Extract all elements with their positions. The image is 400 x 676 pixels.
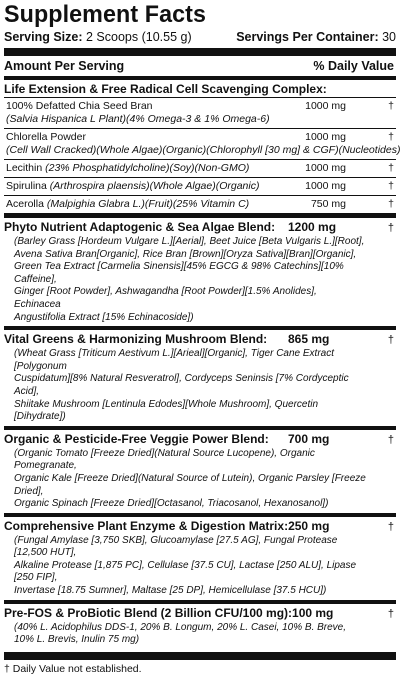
complex-item-name-line — [6, 180, 286, 193]
blend-ingredient-line: (Organic Tomato [Freeze Dried](Natural Source Lucopene), Organic Pomegranate, — [14, 447, 315, 472]
blend-ingredient-line: Organic Kale [Freeze Dried](Natural Source of Lutein), Organic Parsley [Freeze Dried], — [14, 472, 366, 497]
footnote: † Daily Value not established. — [4, 662, 142, 675]
blend-name: Organic & Pesticide-Free Veggie Power Blend: — [4, 431, 269, 446]
complex-item-row — [4, 196, 396, 214]
complex-item-name-line — [6, 100, 286, 113]
blend-name: Comprehensive Plant Enzyme & Digestion Matrix: — [4, 518, 289, 533]
blend-ingredient-line: Organic Spinach [Freeze Dried][Octasanol, Triacosanol, Hexanosanol]) — [14, 498, 329, 510]
divider-medium — [4, 76, 396, 80]
complex-item-name-line — [6, 131, 286, 144]
blend-amount: 250 mg — [288, 518, 330, 533]
blend-header — [4, 519, 396, 535]
panel-title: Supplement Facts — [4, 1, 207, 28]
complex-item-name: 100% Defatted Chia Seed Bran — [6, 100, 153, 112]
blend-ingredients — [4, 622, 396, 647]
blend-ingredient-line: Avena Sativa Bran[Organic], Rice Bran [Brown][Oryza Sativa][Bran][Organic], — [14, 248, 357, 260]
blend-ingredients — [4, 535, 396, 598]
blend-amount: 100 mg — [292, 605, 334, 620]
complex-item-name: Spirulina — [6, 180, 47, 192]
blend-name: Pre-FOS & ProBiotic Blend (2 Billion CFU/100 mg): — [4, 605, 293, 620]
blend-dv: † — [387, 222, 394, 234]
complex-item-detail: (Salvia Hispanica L Plant)(4% Omega-3 & 1% Omega-6) — [6, 113, 270, 125]
blend-ingredient-line: (Fungal Amylase [3,750 SKB], Glucoamylase [27.5 AG], Fungal Protease [12,500 HUT], — [14, 534, 338, 559]
blend-section — [4, 430, 396, 513]
complex-item-amount: 1000 mg — [305, 131, 346, 143]
blend-ingredient-line: Shiitake Mushroom [Lentinula Edodes][Whole Mushroom], Quercetin [Dihydrate]) — [14, 398, 319, 423]
complex-item-row — [4, 178, 396, 196]
blends-list — [4, 214, 396, 660]
blend-header — [4, 432, 396, 448]
complex-item-amount: 1000 mg — [305, 180, 346, 192]
complex-item-amount: 1000 mg — [305, 100, 346, 112]
complex-item-text — [6, 180, 286, 193]
complex-item-text — [6, 198, 286, 211]
servings-per-container-label: Servings Per Container: — [236, 30, 379, 44]
blend-ingredient-line: Cuspidatum][8% Natural Resveratrol], Cordyceps Seninsis [7% Cordyceptic Acid], — [14, 373, 349, 397]
complex-item-amount: 750 mg — [310, 198, 346, 210]
complex-item-name: Chlorella Powder — [6, 131, 86, 143]
serving-size-value: 2 Scoops (10.55 g) — [85, 30, 192, 44]
blend-name: Vital Greens & Harmonizing Mushroom Blend: — [4, 332, 268, 347]
amount-per-serving-label: Amount Per Serving — [4, 59, 125, 73]
complex-title: Life Extension & Free Radical Cell Scavenging Complex: — [4, 82, 327, 96]
blend-ingredient-line: Angustifolia Extract [15% Echinacoside]) — [14, 311, 194, 323]
complex-item-dv: † — [388, 198, 394, 210]
serving-size-label: Serving Size: — [4, 30, 83, 44]
blend-amount: 700 mg — [288, 431, 330, 446]
blend-section — [4, 218, 396, 326]
blend-amount: 1200 mg — [288, 220, 337, 234]
blend-ingredient-line: (40% L. Acidophilus DDS-1, 20% B. Longum, 20% L. Casei, 10% B. Breve, — [14, 621, 347, 633]
complex-items — [4, 98, 400, 214]
blend-ingredient-line: (Wheat Grass [Triticum Aestivum L.][Arieal][Organic], Tiger Cane Extract [Polygonum — [14, 348, 334, 372]
complex-item-row — [4, 160, 396, 178]
complex-item-amount: 1000 mg — [305, 162, 346, 174]
amount-header-row — [4, 56, 396, 76]
complex-item-dv: † — [388, 100, 394, 112]
complex-item-dv: † — [388, 131, 394, 143]
blend-header — [4, 606, 396, 622]
blend-amount: 865 mg — [288, 332, 330, 347]
complex-item-dv: † — [388, 162, 394, 174]
serving-info-row — [4, 29, 396, 45]
complex-item-detail: (Cell Wall Cracked)(Whole Algae)(Organic)(Chlorophyll [30 mg] & CGF)(Nucleotides) — [6, 144, 400, 156]
blend-name: Phyto Nutrient Adaptogenic & Sea Algae Blend: — [4, 220, 276, 234]
blend-ingredient-line: 10% L. Brevis, Inulin 75 mg) — [14, 634, 140, 646]
blend-header — [4, 220, 396, 236]
serving-size — [4, 29, 192, 45]
complex-item-row — [4, 129, 400, 160]
blend-dv: † — [387, 433, 394, 446]
blend-ingredient-line: Green Tea Extract [Carmelia Sinensis][45% EGCG & 98% Catechins][10% Caffeine], — [14, 261, 344, 285]
complex-item-name: Lecithin — [6, 162, 43, 174]
blend-dv: † — [387, 334, 394, 347]
servings-per-container — [236, 29, 396, 45]
complex-item-detail: (Malpighia Glabra L.)(Fruit)(25% Vitamin C) — [46, 198, 250, 210]
servings-per-container-value: 30 — [382, 30, 396, 44]
daily-value-label: % Daily Value — [313, 59, 394, 73]
blend-dv: † — [387, 520, 394, 533]
blend-ingredients — [4, 348, 396, 424]
blend-ingredients — [4, 448, 396, 511]
blend-ingredient-line: Invertase [18.75 Sumner], Maltase [25 DP], Hemicellulase [37.5 HCU]) — [14, 585, 327, 597]
complex-item-name-line — [6, 162, 286, 175]
supplement-facts-panel — [4, 1, 400, 676]
blend-dv: † — [387, 607, 394, 620]
blend-section — [4, 517, 396, 600]
blend-section — [4, 330, 396, 426]
blend-ingredient-line: Ginger [Root Powder], Ashwagandha [Root Powder][1.5% Anolides], Echinacea — [14, 286, 317, 310]
complex-item-text — [6, 162, 286, 175]
blend-section — [4, 604, 396, 649]
complex-item-detail: (23% Phosphatidylcholine)(Soy)(Non-GMO) — [45, 162, 250, 174]
complex-item-detail: (Arthrospira plaensis)(Whole Algae)(Organic) — [49, 180, 260, 192]
blend-ingredient-line: Alkaline Protease [1,875 PC], Cellulase [37.5 CU], Lactase [250 ALU], Lipase [250 FIP], — [14, 559, 357, 584]
complex-item-row — [4, 98, 396, 129]
divider-thick — [4, 48, 396, 56]
complex-item-text — [6, 100, 286, 126]
blend-ingredient-line: (Barley Grass [Hordeum Vulgare L.][Aerial], Beet Juice [Beta Vulgaris L.][Root], — [14, 236, 365, 247]
complex-item-name-line — [6, 198, 286, 211]
complex-item-name: Acerolla — [6, 198, 44, 210]
divider-thick-bottom — [4, 652, 396, 660]
complex-item-dv: † — [388, 180, 394, 192]
blend-header — [4, 332, 396, 348]
blend-ingredients — [4, 236, 396, 324]
